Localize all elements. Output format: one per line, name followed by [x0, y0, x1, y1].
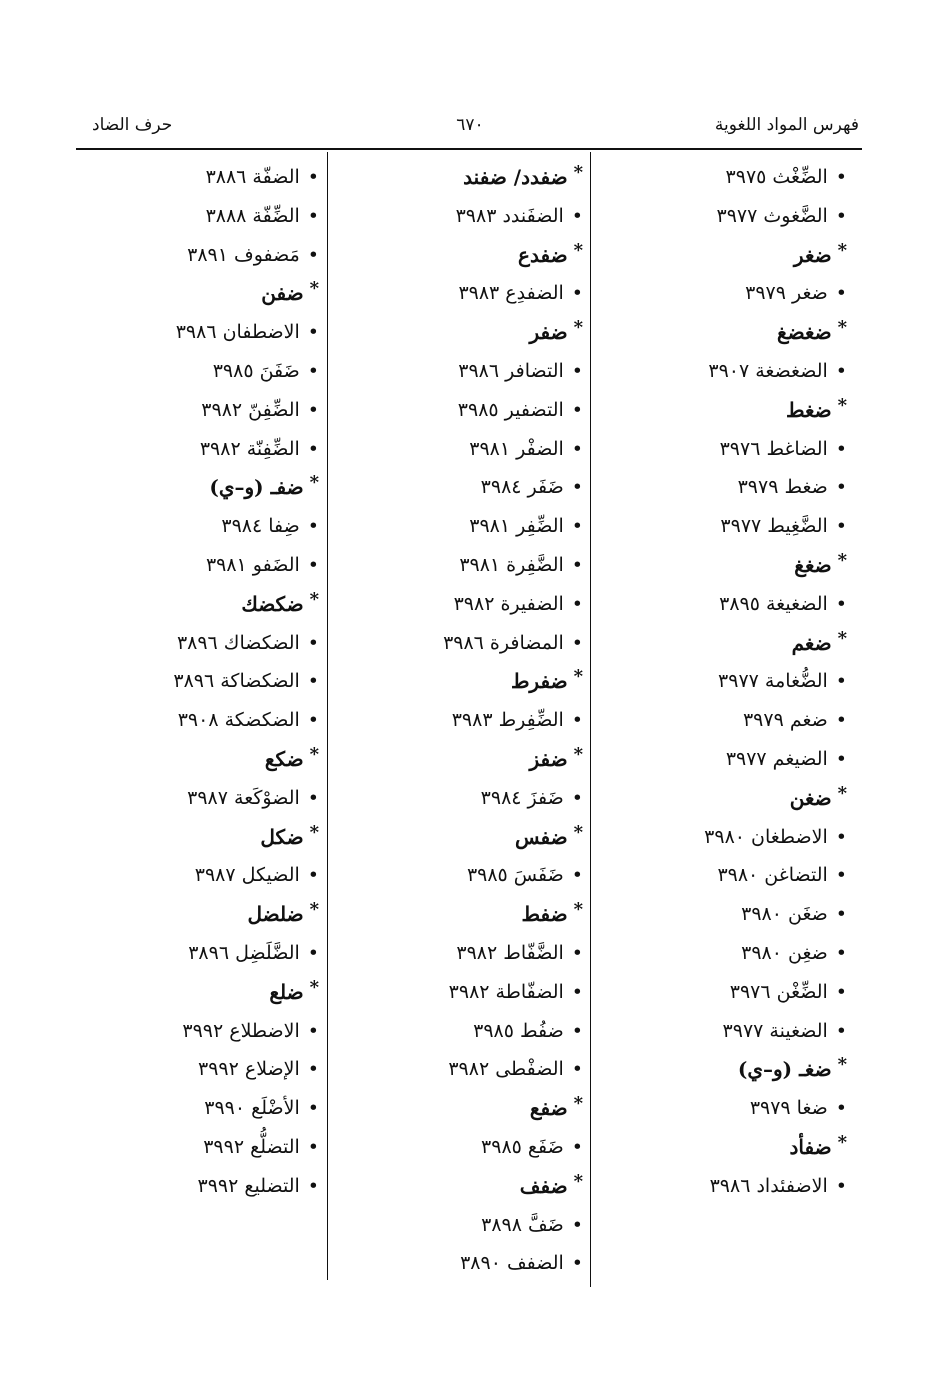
root-text: ضفف: [519, 1173, 568, 1198]
bullet-icon: •: [307, 1135, 319, 1158]
entry-text: الضكضاك ٣٨٩٦: [176, 631, 300, 654]
entry-text: الضغينة ٣٩٧٧: [722, 1019, 828, 1042]
index-word-entry: [607, 818, 847, 857]
asterisk-icon: *: [837, 627, 847, 649]
bullet-icon: •: [307, 553, 319, 576]
entry-text: الضُّغامة ٣٩٧٧: [718, 670, 828, 693]
entry-text: التضليع ٣٩٩٢: [197, 1174, 300, 1197]
bullet-icon: •: [835, 1019, 847, 1042]
root-text: ضفط: [521, 902, 568, 927]
index-word-entry: [363, 585, 583, 624]
index-word-entry: [59, 1050, 319, 1089]
index-word-entry: [59, 313, 319, 352]
entry-text: الضفْطى ٣٩٨٢: [448, 1058, 564, 1081]
root-text: ضغر: [793, 242, 832, 267]
index-word-entry: [59, 662, 319, 701]
bullet-icon: •: [307, 204, 319, 227]
entry-text: ضِفا ٣٩٨٤: [221, 515, 300, 538]
index-word-entry: [59, 624, 319, 663]
index-word-entry: [363, 197, 583, 236]
entry-text: الضفيرة ٣٩٨٢: [453, 592, 564, 615]
bullet-icon: •: [307, 864, 319, 887]
asterisk-icon: *: [573, 1170, 583, 1192]
entry-text: الضفدِع ٣٩٨٣: [458, 282, 564, 305]
asterisk-icon: *: [309, 472, 319, 494]
bullet-icon: •: [835, 515, 847, 538]
index-root-heading: [363, 1167, 583, 1206]
bullet-icon: •: [835, 941, 847, 964]
index-root-heading: [363, 818, 583, 857]
entry-text: الضَّفّاط ٣٩٨٢: [456, 941, 564, 964]
entry-text: الضيكل ٣٩٨٧: [194, 864, 300, 887]
bullet-icon: •: [307, 631, 319, 654]
entry-text: مَضفوف ٣٨٩١: [187, 243, 300, 266]
entry-text: ضَفَر ٣٩٨٤: [480, 476, 564, 499]
asterisk-icon: *: [309, 588, 319, 610]
root-text: ضكضك: [241, 591, 304, 616]
index-root-heading: [363, 158, 583, 197]
entry-text: التضافر ٣٩٨٦: [458, 359, 564, 382]
index-word-entry: [607, 274, 847, 313]
index-word-entry: [59, 158, 319, 197]
index-word-entry: [363, 1050, 583, 1089]
bullet-icon: •: [307, 515, 319, 538]
index-word-entry: [363, 274, 583, 313]
asterisk-icon: *: [573, 1093, 583, 1115]
asterisk-icon: *: [309, 899, 319, 921]
entry-text: التضفير ٣٩٨٥: [457, 398, 564, 421]
index-root-heading: [59, 468, 319, 507]
asterisk-icon: *: [309, 278, 319, 300]
root-text: ضلع: [269, 979, 304, 1004]
root-text: ضكل: [260, 824, 304, 849]
index-root-heading: [607, 624, 847, 663]
entry-text: الضفْر ٣٩٨١: [469, 437, 564, 460]
index-word-entry: [363, 391, 583, 430]
header-book-section: فهرس المواد اللغوية: [714, 115, 859, 135]
index-root-heading: [363, 1089, 583, 1128]
index-root-heading: [59, 585, 319, 624]
index-word-entry: [607, 740, 847, 779]
bullet-icon: •: [571, 282, 583, 305]
asterisk-icon: *: [573, 162, 583, 183]
bullet-icon: •: [571, 204, 583, 227]
entry-text: الضِّفِر ٣٩٨١: [469, 515, 564, 538]
entry-text: الضاغط ٣٩٧٦: [719, 437, 828, 460]
entry-text: الضِّغْث ٣٩٧٥: [725, 166, 828, 188]
index-column-right: [607, 158, 847, 1206]
index-word-entry: [363, 624, 583, 663]
entry-text: الضِّغْن ٣٩٧٦: [729, 980, 828, 1003]
index-word-entry: [59, 430, 319, 469]
bullet-icon: •: [307, 166, 319, 188]
bullet-icon: •: [835, 709, 847, 732]
bullet-icon: •: [571, 1213, 583, 1236]
bullet-icon: •: [571, 631, 583, 654]
entry-text: ضغم ٣٩٧٩: [742, 709, 828, 732]
bullet-icon: •: [571, 1252, 583, 1275]
index-root-heading: [59, 818, 319, 857]
index-root-heading: [607, 1128, 847, 1167]
index-word-entry: [59, 507, 319, 546]
index-word-entry: [607, 1089, 847, 1128]
root-text: ضفرط: [510, 669, 568, 694]
entry-text: الضيغم ٣٩٧٧: [725, 747, 828, 770]
entry-text: ضغِن ٣٩٨٠: [741, 941, 828, 964]
index-root-heading: [607, 313, 847, 352]
index-root-heading: [59, 274, 319, 313]
index-word-entry: [607, 973, 847, 1012]
index-word-entry: [363, 856, 583, 895]
asterisk-icon: *: [573, 666, 583, 688]
index-root-heading: [607, 1050, 847, 1089]
header-rule: [76, 148, 862, 150]
entry-text: ضغا ٣٩٧٩: [749, 1097, 828, 1120]
index-word-entry: [607, 468, 847, 507]
index-word-entry: [363, 701, 583, 740]
index-word-entry: [59, 197, 319, 236]
bullet-icon: •: [307, 359, 319, 382]
asterisk-icon: *: [573, 743, 583, 765]
index-word-entry: [363, 546, 583, 585]
root-text: ضفع: [529, 1096, 568, 1121]
bullet-icon: •: [571, 1019, 583, 1042]
bullet-icon: •: [835, 437, 847, 460]
bullet-icon: •: [307, 437, 319, 460]
index-word-entry: [59, 1128, 319, 1167]
index-word-entry: [607, 1012, 847, 1051]
bullet-icon: •: [835, 359, 847, 382]
entry-text: الضَّغِيط ٣٩٧٧: [720, 515, 828, 538]
entry-text: الضَفو ٣٩٨١: [205, 553, 300, 576]
entry-text: ضغر ٣٩٧٩: [745, 282, 828, 305]
bullet-icon: •: [307, 786, 319, 809]
index-word-entry: [607, 895, 847, 934]
root-text: ضغط: [785, 397, 832, 422]
index-root-heading: [363, 740, 583, 779]
entry-text: ضَفَع ٣٩٨٥: [481, 1135, 564, 1158]
root-text: ضفر: [529, 320, 568, 345]
index-word-entry: [607, 934, 847, 973]
entry-text: ضَفَّ ٣٨٩٨: [481, 1213, 564, 1236]
bullet-icon: •: [571, 476, 583, 499]
index-word-entry: [59, 391, 319, 430]
entry-text: ضفُط ٣٩٨٥: [473, 1019, 564, 1042]
bullet-icon: •: [835, 166, 847, 188]
column-divider: [590, 152, 591, 1287]
root-text: ضغن: [789, 785, 832, 810]
index-word-entry: [607, 662, 847, 701]
bullet-icon: •: [835, 1174, 847, 1197]
entry-text: الضفَندد ٣٩٨٣: [455, 204, 564, 227]
index-word-entry: [59, 856, 319, 895]
bullet-icon: •: [835, 980, 847, 1003]
entry-text: الضفّة ٣٨٨٦: [205, 166, 300, 188]
index-root-heading: [607, 236, 847, 275]
bullet-icon: •: [571, 1135, 583, 1158]
index-word-entry: [363, 430, 583, 469]
index-column-left: [59, 158, 319, 1206]
bullet-icon: •: [307, 1097, 319, 1120]
entry-text: الضكضكة ٣٩٠٨: [177, 709, 300, 732]
bullet-icon: •: [307, 1019, 319, 1042]
index-word-entry: [363, 1128, 583, 1167]
index-word-entry: [607, 430, 847, 469]
root-text: ضفز: [529, 746, 568, 771]
entry-text: ضغَن ٣٩٨٠: [741, 903, 828, 926]
bullet-icon: •: [571, 398, 583, 421]
asterisk-icon: *: [573, 317, 583, 339]
index-word-entry: [59, 1167, 319, 1206]
bullet-icon: •: [307, 1058, 319, 1081]
index-word-entry: [363, 934, 583, 973]
bullet-icon: •: [835, 670, 847, 693]
index-word-entry: [607, 507, 847, 546]
bullet-icon: •: [571, 1058, 583, 1081]
index-root-heading: [607, 779, 847, 818]
entry-text: الضوْكَعة ٣٩٨٧: [187, 786, 300, 809]
index-word-entry: [607, 585, 847, 624]
bullet-icon: •: [571, 553, 583, 576]
entry-text: التضلُّع ٣٩٩٢: [203, 1135, 300, 1158]
bullet-icon: •: [307, 1174, 319, 1197]
index-word-entry: [607, 352, 847, 391]
root-text: ضفن: [261, 281, 304, 306]
entry-text: الضَّفِرة ٣٩٨١: [459, 553, 564, 576]
bullet-icon: •: [307, 321, 319, 344]
column-divider: [327, 152, 328, 1280]
entry-text: ضَفَنَ ٣٩٨٥: [212, 359, 300, 382]
entry-text: الضَّغوث ٣٩٧٧: [716, 204, 828, 227]
bullet-icon: •: [307, 670, 319, 693]
asterisk-icon: *: [837, 239, 847, 261]
index-word-entry: [59, 352, 319, 391]
root-text: ضفدع: [518, 242, 568, 267]
root-text: ضغم: [791, 630, 832, 655]
entry-text: الاضطلاع ٣٩٩٢: [182, 1019, 300, 1042]
bullet-icon: •: [571, 864, 583, 887]
root-text: ضغضغ: [776, 320, 832, 345]
root-text: ضكع: [264, 746, 304, 771]
index-word-entry: [363, 973, 583, 1012]
entry-text: الضغضغة ٣٩٠٧: [708, 359, 828, 382]
index-root-heading: [59, 973, 319, 1012]
bullet-icon: •: [835, 903, 847, 926]
root-text: ضلضل: [247, 902, 304, 927]
entry-text: الضغيغة ٣٨٩٥: [719, 592, 828, 615]
asterisk-icon: *: [837, 782, 847, 804]
asterisk-icon: *: [837, 549, 847, 571]
page-number: ٦٧٠: [456, 115, 484, 135]
index-root-heading: [607, 391, 847, 430]
bullet-icon: •: [835, 825, 847, 848]
bullet-icon: •: [571, 437, 583, 460]
entry-text: الضِّفِنّ ٣٩٨٢: [201, 398, 300, 421]
index-word-entry: [363, 468, 583, 507]
bullet-icon: •: [571, 941, 583, 964]
index-column-middle: [363, 158, 583, 1283]
index-word-entry: [607, 158, 847, 197]
bullet-icon: •: [307, 398, 319, 421]
entry-text: الضفّاطة ٣٩٨٢: [448, 980, 564, 1003]
entry-text: الاضطغان ٣٩٨٠: [704, 825, 828, 848]
root-text: ضفس: [514, 824, 568, 849]
bullet-icon: •: [571, 980, 583, 1003]
bullet-icon: •: [571, 709, 583, 732]
asterisk-icon: *: [573, 899, 583, 921]
bullet-icon: •: [571, 359, 583, 382]
entry-text: الاضفئداد ٣٩٨٦: [709, 1174, 828, 1197]
index-root-heading: [59, 895, 319, 934]
asterisk-icon: *: [837, 394, 847, 416]
root-text: ضغغ: [794, 552, 832, 577]
bullet-icon: •: [835, 282, 847, 305]
index-word-entry: [363, 1012, 583, 1051]
asterisk-icon: *: [837, 1131, 847, 1153]
asterisk-icon: *: [837, 1054, 847, 1076]
asterisk-icon: *: [309, 821, 319, 843]
index-word-entry: [363, 779, 583, 818]
header-letter-chapter: حرف الضاد: [92, 115, 173, 135]
index-word-entry: [363, 1244, 583, 1283]
entry-text: الضِّفّة ٣٨٨٨: [205, 204, 300, 227]
index-root-heading: [59, 740, 319, 779]
entry-text: الضَّلَضِل ٣٨٩٦: [188, 941, 300, 964]
entry-text: الضفف ٣٨٩٠: [460, 1252, 564, 1275]
asterisk-icon: *: [837, 317, 847, 339]
index-root-heading: [363, 662, 583, 701]
bullet-icon: •: [835, 592, 847, 615]
asterisk-icon: *: [309, 976, 319, 998]
asterisk-icon: *: [573, 821, 583, 843]
index-word-entry: [59, 546, 319, 585]
index-word-entry: [59, 1089, 319, 1128]
index-root-heading: [607, 546, 847, 585]
index-word-entry: [59, 236, 319, 275]
bullet-icon: •: [835, 747, 847, 770]
bullet-icon: •: [307, 243, 319, 266]
bullet-icon: •: [835, 204, 847, 227]
asterisk-icon: *: [573, 239, 583, 261]
bullet-icon: •: [571, 515, 583, 538]
entry-text: الضِّفِنّة ٣٩٨٢: [199, 437, 300, 460]
index-word-entry: [607, 856, 847, 895]
index-root-heading: [363, 313, 583, 352]
index-word-entry: [607, 701, 847, 740]
entry-text: التضاغن ٣٩٨٠: [717, 864, 828, 887]
asterisk-icon: *: [309, 743, 319, 765]
index-word-entry: [59, 934, 319, 973]
entry-text: الإضلاع ٣٩٩٢: [197, 1058, 300, 1081]
entry-text: ضغط ٣٩٧٩: [737, 476, 828, 499]
index-word-entry: [59, 701, 319, 740]
index-word-entry: [59, 779, 319, 818]
entry-text: ضَفَسَ ٣٩٨٥: [466, 864, 564, 887]
index-word-entry: [363, 352, 583, 391]
index-word-entry: [607, 1167, 847, 1206]
root-text: ضفـ (و–ي): [209, 475, 304, 500]
index-word-entry: [363, 507, 583, 546]
entry-text: الضِّفِرط ٣٩٨٣: [451, 709, 564, 732]
root-text: ضفدد/ ضفند: [463, 165, 568, 189]
index-word-entry: [363, 1206, 583, 1245]
root-text: ضفأد: [789, 1134, 832, 1159]
bullet-icon: •: [571, 592, 583, 615]
bullet-icon: •: [571, 786, 583, 809]
root-text: ضغـ (و–ي): [737, 1057, 832, 1082]
index-root-heading: [363, 895, 583, 934]
bullet-icon: •: [835, 476, 847, 499]
entry-text: الضكضاكة ٣٨٩٦: [173, 670, 300, 693]
bullet-icon: •: [307, 941, 319, 964]
entry-text: الأضْلَع ٣٩٩٠: [204, 1097, 300, 1120]
bullet-icon: •: [307, 709, 319, 732]
entry-text: المضافرة ٣٩٨٦: [443, 631, 564, 654]
bullet-icon: •: [835, 1097, 847, 1120]
entry-text: الاضطفان ٣٩٨٦: [175, 321, 300, 344]
index-root-heading: [363, 236, 583, 275]
index-word-entry: [59, 1012, 319, 1051]
entry-text: ضَفزَ ٣٩٨٤: [480, 786, 564, 809]
index-word-entry: [607, 197, 847, 236]
bullet-icon: •: [835, 864, 847, 887]
